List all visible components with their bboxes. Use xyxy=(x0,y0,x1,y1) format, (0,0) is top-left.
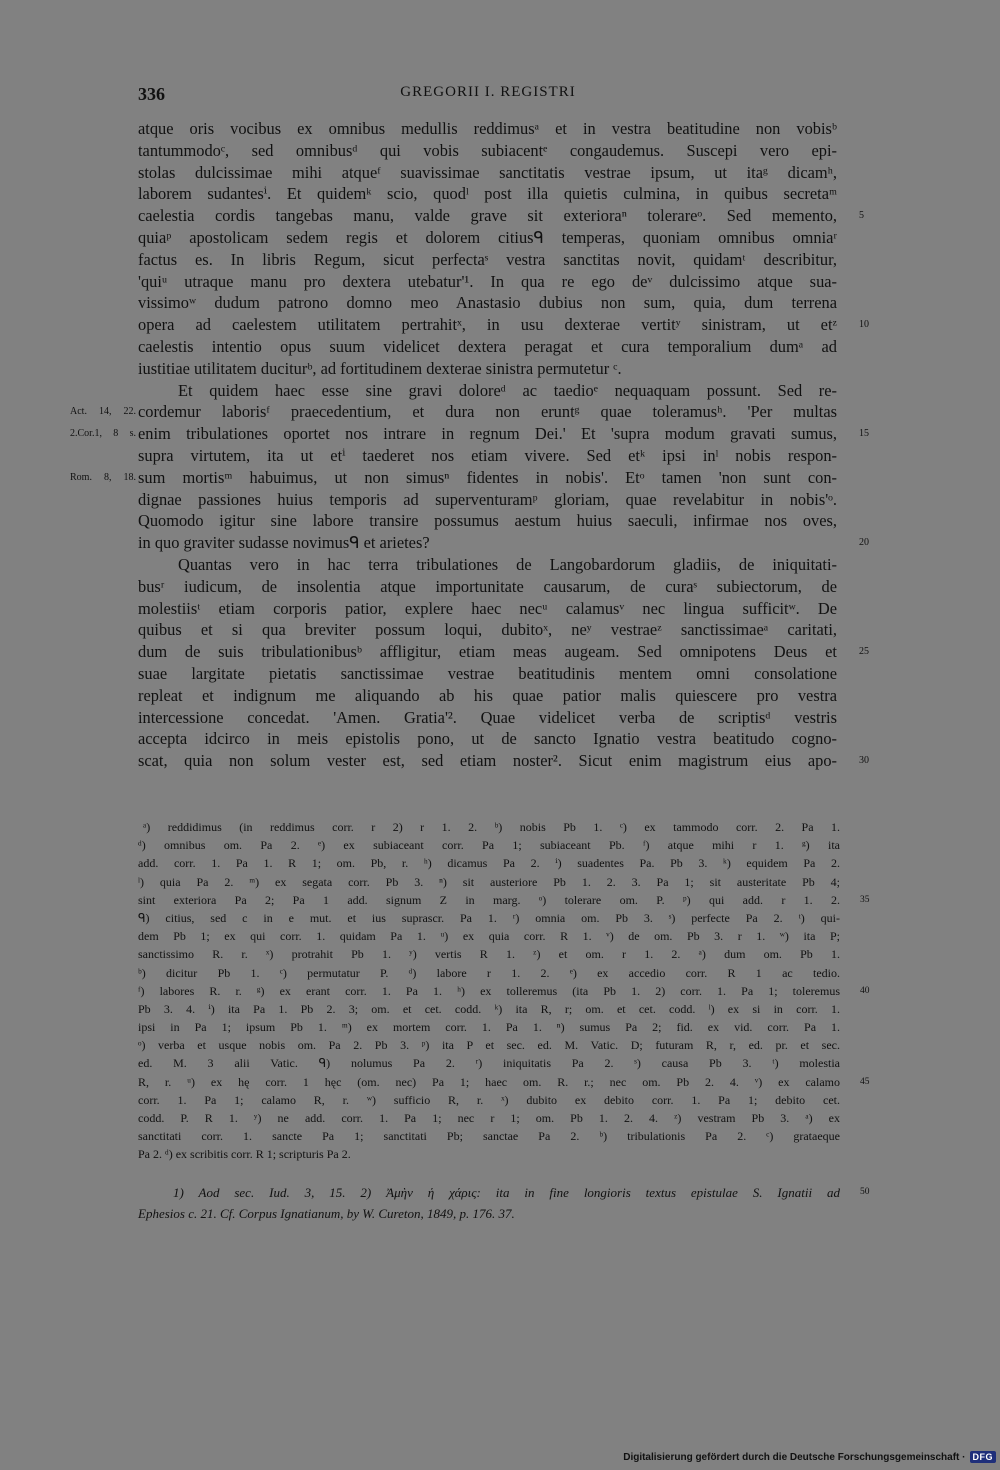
footnote-line-text: 1) Aod sec. Iud. 3, 15. 2) Ἀμὴν ἡ χάρις: ita in fine longioris textus epistulae S. Ignatii ad xyxy=(173,1185,840,1200)
margin-reference: Rom. 8, 18. xyxy=(70,471,136,483)
text-line xyxy=(70,423,869,445)
text-line xyxy=(138,576,837,598)
text-line xyxy=(138,641,869,663)
text-line xyxy=(138,358,837,380)
text-line xyxy=(138,183,837,205)
apparatus-line-text: ᵇ) dicitur Pb 1. ᶜ) permutatur P. ᵈ) labore r 1. 2. ᵉ) ex accedio corr. R 1 ac tedio. xyxy=(138,965,840,980)
text-line xyxy=(138,685,837,707)
text-line xyxy=(138,227,837,249)
page-header xyxy=(138,84,838,106)
apparatus-line xyxy=(138,818,840,836)
line-number: 15 xyxy=(859,428,869,440)
line-number: 5 xyxy=(859,210,864,222)
dfg-logo: DFG xyxy=(970,1451,997,1463)
apparatus-line xyxy=(138,1127,840,1145)
apparatus-line xyxy=(138,1073,870,1091)
text-line xyxy=(138,314,869,336)
text-line-text: supra virtutem, ita ut etⁱ taederet nos etiam vivere. Sed etᵏ ipsi inˡ nobis respon- xyxy=(138,445,837,465)
text-line-text: dum de suis tribulationibusᵇ affligitur, etiam meas augeam. Sed omnipotens Deus et xyxy=(138,642,837,662)
text-line-text: Quomodo igitur sine labore transire possumus aestum huius saeculi, infirmae nos oves, xyxy=(138,511,837,531)
text-line xyxy=(138,140,837,162)
line-number: 50 xyxy=(860,1187,870,1197)
apparatus-line xyxy=(138,1145,840,1163)
apparatus-line-text: corr. 1. Pa 1; calamo R, r. ʷ) sufficio R, r. ˣ) dubito ex debito corr. 1. Pa 1; debito cet. xyxy=(138,1092,840,1107)
text-line-text: intercessione concedat. 'Amen. Gratia'². Quae videlicet verba de scriptisᵈ vestris xyxy=(138,707,837,727)
apparatus-line-text: ᵃ) reddidimus (in reddimus corr. r 2) r 1. 2. ᵇ) nobis Pb 1. ᶜ) ex tammodo corr. 2. Pa 1. xyxy=(143,820,840,834)
apparatus-line-text: ipsi in Pa 1; ipsum Pb 1. ᵐ) ex mortem corr. 1. Pa 1. ⁿ) sumus Pa 2; fid. ex vid. corr. Pa 1. xyxy=(138,1020,840,1035)
line-number: 35 xyxy=(860,894,870,905)
apparatus-line xyxy=(138,927,840,945)
line-number: 25 xyxy=(859,646,869,658)
text-line xyxy=(138,271,837,293)
text-line xyxy=(138,489,837,511)
apparatus-line-text: sint exteriora Pa 2; Pa 1 add. signum Z in marg. ᵒ) tolerare om. P. ᵖ) qui add. r 1. 2. xyxy=(138,892,840,907)
running-head: GREGORII I. REGISTRI xyxy=(400,84,576,100)
apparatus-line xyxy=(138,964,840,982)
apparatus-line-text: ˡ) quia Pa 2. ᵐ) ex segata corr. Pb 3. ⁿ) sit austeriore Pb 1. 2. 3. Pa 1; sit austeritate Pb 4; xyxy=(138,874,840,889)
footnotes xyxy=(138,1182,870,1224)
text-line xyxy=(138,292,837,314)
text-line xyxy=(138,380,837,402)
apparatus-line-text: codd. P. R 1. ʸ) ne add. corr. 1. Pa 1; nec r 1; om. Pb 1. 2. 4. ᶻ) vestram Pb 3. ᵃ) ex xyxy=(138,1111,840,1125)
text-line-text: quiaᵖ apostolicam sedem regis et dolorem citiusᑫ temperas, quoniam omnibus omniaʳ xyxy=(138,227,837,247)
text-line xyxy=(138,510,837,532)
text-line-text: quibus et si qua breviter possum loqui, dubitoˣ, neʸ vestraeᶻ sanctissimaeᵃ caritati, xyxy=(138,620,837,640)
text-line-text: caelestis intentio opus suum videlicet dextera peragat et cura temporalium dumᵃ ad xyxy=(138,336,837,356)
text-line xyxy=(70,401,837,423)
text-line xyxy=(138,162,837,184)
text-line-text: in quo graviter sudasse novimusᑫ et arietes? xyxy=(138,533,430,553)
apparatus-line xyxy=(138,1018,840,1036)
text-line xyxy=(138,445,837,467)
text-line-text: enim tribulationes oportet nos intrare in regnum Dei.' Et 'supra modum gravati sumus, xyxy=(138,424,837,444)
text-line-text: iustitiae utilitatem duciturᵇ, ad fortitudinem dexterae sinistra permutetur ᶜ. xyxy=(138,358,622,378)
line-number: 30 xyxy=(859,755,869,767)
apparatus-line xyxy=(138,873,840,891)
text-line xyxy=(138,707,837,729)
apparatus-line-text: R, r. ᵘ) ex hę corr. 1 hęc (om. nec) Pa 1; haec om. R. r.; nec om. Pb 2. 4. ᵛ) ex calamo xyxy=(138,1074,840,1089)
text-line xyxy=(70,467,837,489)
text-line xyxy=(138,750,869,772)
apparatus-line-text: ᶠ) labores R. r. ᵍ) ex erant corr. 1. Pa 1. ʰ) ex tolleremus (ita Pb 1. 2) corr. 1. Pa 1; toleremus xyxy=(138,983,840,998)
text-line-text: atque oris vocibus ex omnibus medullis reddimusᵃ et in vestra beatitudine non vobisᵇ xyxy=(138,119,837,138)
apparatus-line xyxy=(138,945,840,963)
apparatus-line xyxy=(138,1054,840,1072)
text-line xyxy=(138,249,837,271)
text-line-text: suae largitate pietatis sanctissimae vestrae beatitudinis mentem omni consolatione xyxy=(138,663,837,683)
text-line-text: dignae passiones huius temporis ad superventuramᵖ gloriam, quae revelabitur in nobis'ᵒ. xyxy=(138,489,837,509)
text-line xyxy=(138,205,864,227)
text-line-text: busʳ iudicum, de insolentia atque importunitate causarum, de curaˢ subiectorum, de xyxy=(138,576,837,596)
page-number: 336 xyxy=(138,84,165,104)
apparatus-line-text: Pa 2. ᵈ) ex scribitis corr. R 1; scripturis Pa 2. xyxy=(138,1147,351,1162)
main-text xyxy=(70,118,869,772)
text-line-text: opera ad caelestem utilitatem pertrahitˣ, in usu dexterae vertitʸ sinistram, ut etᶻ xyxy=(138,315,837,335)
margin-reference: 2.Cor.1, 8 s. xyxy=(70,428,136,440)
line-number: 45 xyxy=(860,1076,870,1087)
apparatus-line xyxy=(138,836,840,854)
footnote-line-text: Ephesios c. 21. Cf. Corpus Ignatianum, by W. Cureton, 1849, p. 176. 37. xyxy=(138,1206,515,1221)
apparatus-line xyxy=(138,1109,840,1127)
apparatus-line xyxy=(138,982,870,1000)
text-line xyxy=(138,728,837,750)
text-line-text: Quantas vero in hac terra tribulationes de Langobardorum gladiis, de iniquitati- xyxy=(178,554,837,574)
text-line-text: vissimoʷ dudum patrono domno meo Anastasio dubius non sum, quia, dum terrena xyxy=(138,293,837,313)
apparatus-line-text: ᑫ) citius, sed c in e mut. et ius suprascr. Pa 1. ʳ) omnia om. Pb 3. ˢ) perfecte Pa 2. ᵗ) qui- xyxy=(138,910,840,925)
apparatus-line xyxy=(138,891,870,909)
text-line xyxy=(138,619,837,641)
text-line-text: repleat et indignum me aliquando ab his quae patior malis quiescere pro vestra xyxy=(138,685,837,705)
apparatus-line-text: Pb 3. 4. ⁱ) ita Pa 1. Pb 2. 3; om. et cet. codd. ᵏ) ita R, r; om. et cet. codd. ˡ) ex si in corr. 1. xyxy=(138,1001,840,1016)
apparatus-line xyxy=(138,854,840,872)
critical-apparatus xyxy=(138,818,870,1164)
text-line-text: accepta idcirco in meis epistolis pono, ut de sancto Ignatio vestra beatitudo cogno- xyxy=(138,729,837,749)
line-number: 20 xyxy=(859,537,869,549)
text-line-text: tantummodoᶜ, sed omnibusᵈ qui vobis subiacentᵉ congaudemus. Suscepi vero epi- xyxy=(138,140,837,160)
text-line-text: factus es. In libris Regum, sicut perfectaˢ vestra sanctitas novit, quidamᵗ describitur, xyxy=(138,249,837,269)
apparatus-line-text: ᵈ) omnibus om. Pa 2. ᵉ) ex subiaceant corr. Pa 1; subiaceant Pb. ᶠ) atque mihi r 1. ᵍ) ita xyxy=(138,838,840,853)
text-line-text: stolas dulcissimae mihi atqueᶠ suavissimae sanctitatis vestrae ipsum, ut itaᵍ dicamʰ, xyxy=(138,162,837,182)
text-line xyxy=(138,554,837,576)
text-line-text: cordemur laborisᶠ praecedentium, et dura non eruntᵍ quae toleramusʰ. 'Per multas xyxy=(138,402,837,422)
apparatus-line xyxy=(138,1091,840,1109)
credit-text: Digitalisierung gefördert durch die Deutsche Forschungsgemeinschaft · xyxy=(623,1451,966,1463)
apparatus-line xyxy=(138,1036,840,1054)
text-line-text: Et quidem haec esse sine gravi doloreᵈ ac taedioᵉ nequaquam possunt. Sed re- xyxy=(178,380,837,400)
apparatus-line-text: dem Pb 1; ex qui corr. 1. quidam Pa 1. ᵘ) ex quia corr. R 1. ᵛ) de om. Pb 3. r 1. ʷ) ita P; xyxy=(138,929,840,944)
apparatus-line-text: add. corr. 1. Pa 1. R 1; om. Pb, r. ʰ) dicamus Pa 2. ⁱ) suadentes Pa. Pb 3. ᵏ) equidem Pa 2. xyxy=(138,856,840,871)
digitization-credit xyxy=(623,1450,996,1464)
line-number: 40 xyxy=(860,985,870,996)
text-line-text: caelestia cordis tangebas manu, valde grave sit exterioraⁿ tolerareᵒ. Sed memento, xyxy=(138,206,837,226)
text-line-text: scat, quia non solum vester est, sed etiam noster². Sicut enim magistrum eius apo- xyxy=(138,751,837,771)
text-line xyxy=(138,663,837,685)
footnote-line xyxy=(138,1203,840,1224)
apparatus-line xyxy=(138,1000,840,1018)
text-line-text: sum mortisᵐ habuimus, ut non simusⁿ fidentes in nobis'. Etᵒ tamen 'non sunt con- xyxy=(138,467,837,487)
text-line xyxy=(138,598,837,620)
footnote-line xyxy=(138,1182,870,1203)
apparatus-line-text: ᵒ) verba et usque nobis om. Pa 2. Pb 3. ᵖ) ita P et sec. ed. M. Vatic. D; futuram R, r, ed. pr. et sec. xyxy=(138,1038,840,1053)
text-line xyxy=(138,336,837,358)
text-line-text: 'quiᵘ utraque manu pro dextera utebatur'¹. In qua re ego deᵛ dulcissimo atque sua- xyxy=(138,271,837,291)
apparatus-line-text: ed. M. 3 alii Vatic. ᑫ) nolumus Pa 2. ʳ) iniquitatis Pa 2. ˢ) causa Pb 3. ᵗ) molestia xyxy=(138,1056,840,1071)
text-line-text: laborem sudantesⁱ. Et quidemᵏ scio, quodˡ post illa quietis culmina, in quibus secretaᵐ xyxy=(138,184,837,204)
apparatus-line xyxy=(138,909,840,927)
apparatus-line-text: sanctitati corr. 1. sancte Pa 1; sanctitati Pb; sanctae Pa 2. ᵇ) tribulationis Pa 2. ᶜ) grataeque xyxy=(138,1129,840,1144)
apparatus-line-text: sanctissimo R. r. ˣ) protrahit Pb 1. ʸ) vertis R 1. ᶻ) et om. r 1. 2. ᵃ) dum om. Pb 1. xyxy=(138,947,840,962)
text-line xyxy=(138,118,837,140)
line-number: 10 xyxy=(859,319,869,331)
text-line-text: molestiisᵗ etiam corporis patior, explere haec necᵘ calamusᵛ nec lingua sufficitʷ. De xyxy=(138,598,837,618)
margin-reference: Act. 14, 22. xyxy=(70,406,136,418)
text-line xyxy=(138,532,869,554)
